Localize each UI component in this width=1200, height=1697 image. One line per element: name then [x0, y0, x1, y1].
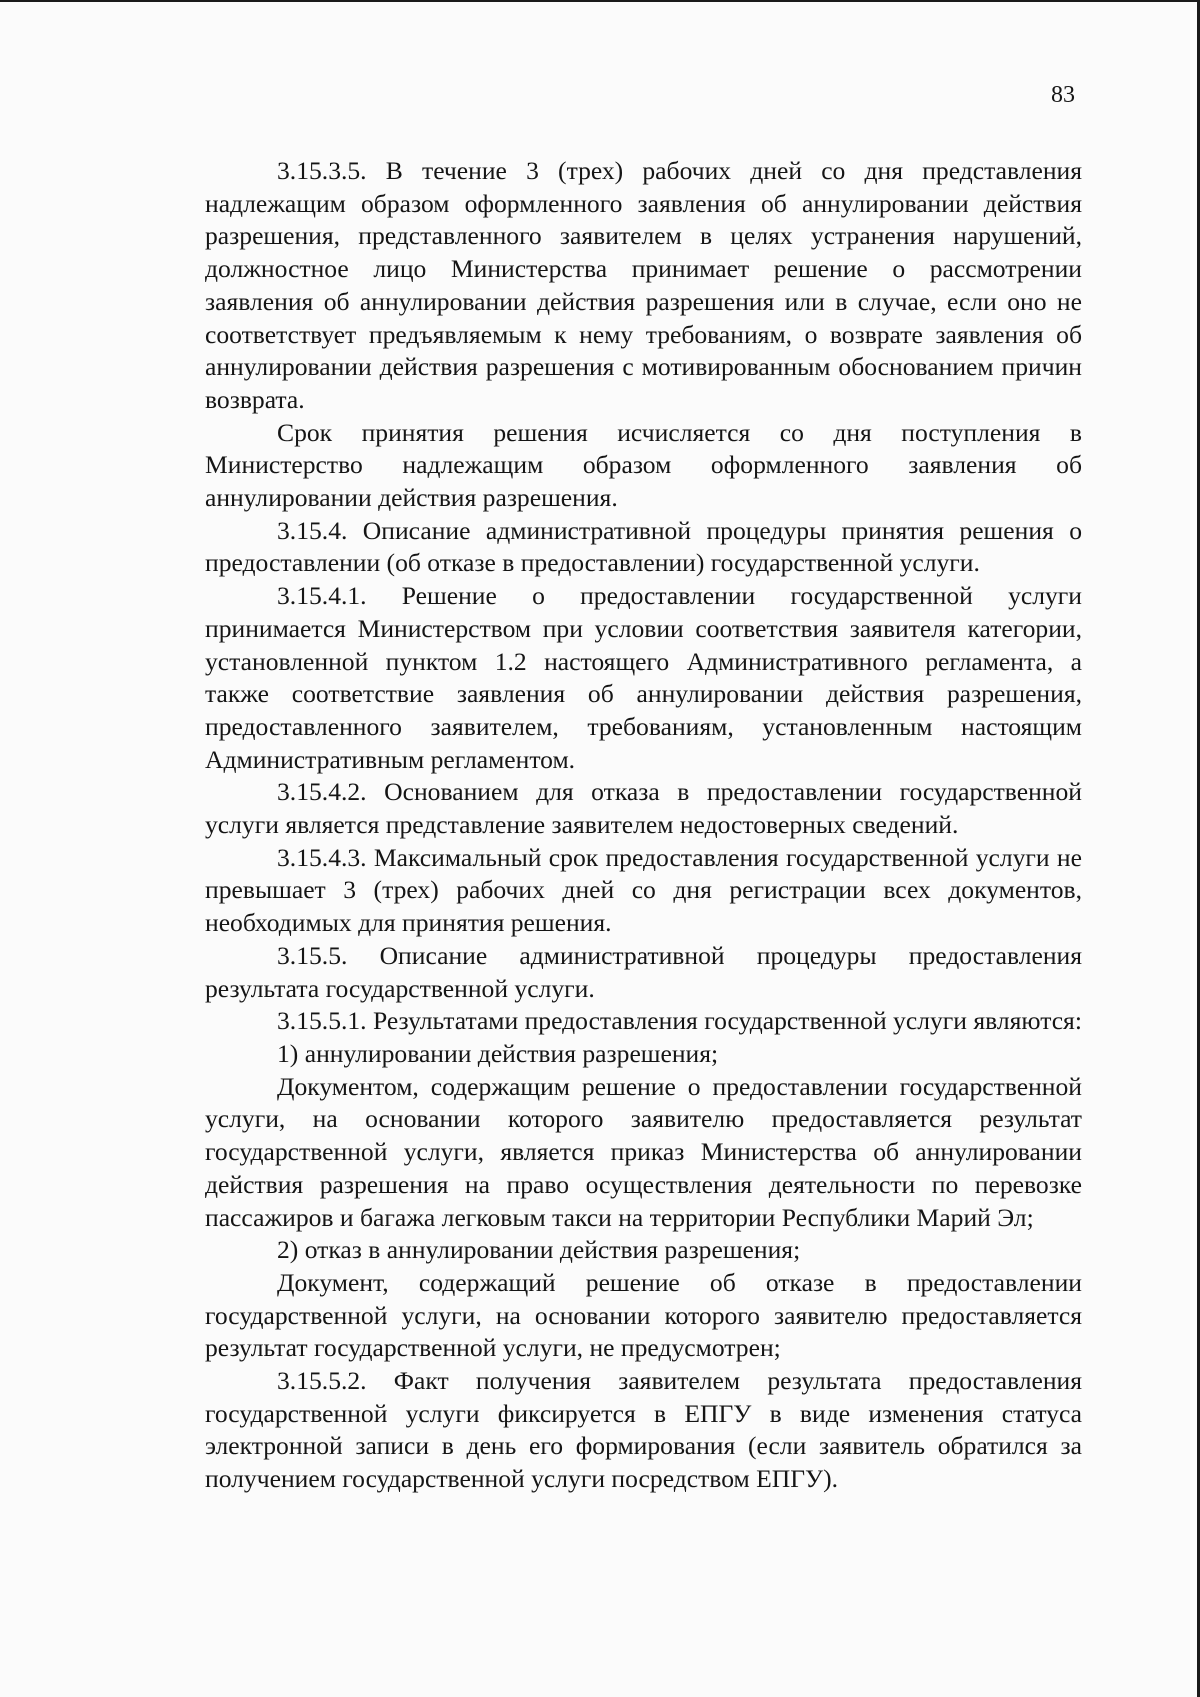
paragraph-3-15-4-1: 3.15.4.1. Решение о предоставлении государственной услуги принимается Министерством при условии соответствия заявителя категории, установленной пунктом 1.2 настоящего Административного регламента, а также соответствие заявления об аннулировании действия разрешения, предоставленного заявителем, требованиям, установленным настоящим Административным регламентом.	[205, 581, 1082, 774]
list-item-2: 2) отказ в аннулировании действия разрешения;	[277, 1235, 801, 1265]
paragraph-3-15-3-5: 3.15.3.5. В течение 3 (трех) рабочих дней со дня представления надлежащим образом оформленного заявления об аннулировании действия разрешения, представленного заявителем в целях устранения нарушений, должностное лицо Министерства принимает решение о рассмотрении заявления об аннулировании действия разрешения или в случае, если оно не соответствует предъявляемым к нему требованиям, о возврате заявления об аннулировании действия разрешения с мотивированным обоснованием причин возврата.	[205, 156, 1082, 414]
page-number: 83	[1051, 82, 1075, 108]
paragraph-3-15-5-1: 3.15.5.1. Результатами предоставления государственной услуги являются:	[277, 1006, 1082, 1036]
paragraph-3-15-4-2: 3.15.4.2. Основанием для отказа в предоставлении государственной услуги является представление заявителем недостоверных сведений.	[205, 777, 1082, 840]
paragraph-3-15-5-2: 3.15.5.2. Факт получения заявителем результата предоставления государственной услуги фиксируется в ЕПГУ в виде изменения статуса электронной записи в день его формирования (если заявитель обратился за получением государственной услуги посредством ЕПГУ).	[205, 1366, 1082, 1494]
paragraph-result-document: Документом, содержащим решение о предоставлении государственной услуги, на основании которого заявителю предоставляется результат государственной услуги, является приказ Министерства об аннулировании действия разрешения на право осуществления деятельности по перевозке пассажиров и багажа легковым такси на территории Республики Марий Эл;	[205, 1071, 1082, 1232]
document-body	[205, 155, 1082, 1496]
list-item-1: 1) аннулировании действия разрешения;	[277, 1038, 719, 1068]
paragraph-3-15-5: 3.15.5. Описание административной процедуры предоставления результата государственной услуги.	[205, 940, 1082, 1003]
paragraph-3-15-4: 3.15.4. Описание административной процедуры принятия решения о предоставлении (об отказе в предоставлении) государственной услуги.	[205, 515, 1082, 578]
paragraph-refusal-document: Документ, содержащий решение об отказе в предоставлении государственной услуги, на основании которого заявителю предоставляется результат государственной услуги, не предусмотрен;	[205, 1267, 1082, 1363]
paragraph-decision-term: Срок принятия решения исчисляется со дня поступления в Министерство надлежащим образом оформленного заявления об аннулировании действия разрешения.	[205, 417, 1082, 513]
paragraph-3-15-4-3: 3.15.4.3. Максимальный срок предоставления государственной услуги не превышает 3 (трех) рабочих дней со дня регистрации всех документов, необходимых для принятия решения.	[205, 842, 1082, 938]
